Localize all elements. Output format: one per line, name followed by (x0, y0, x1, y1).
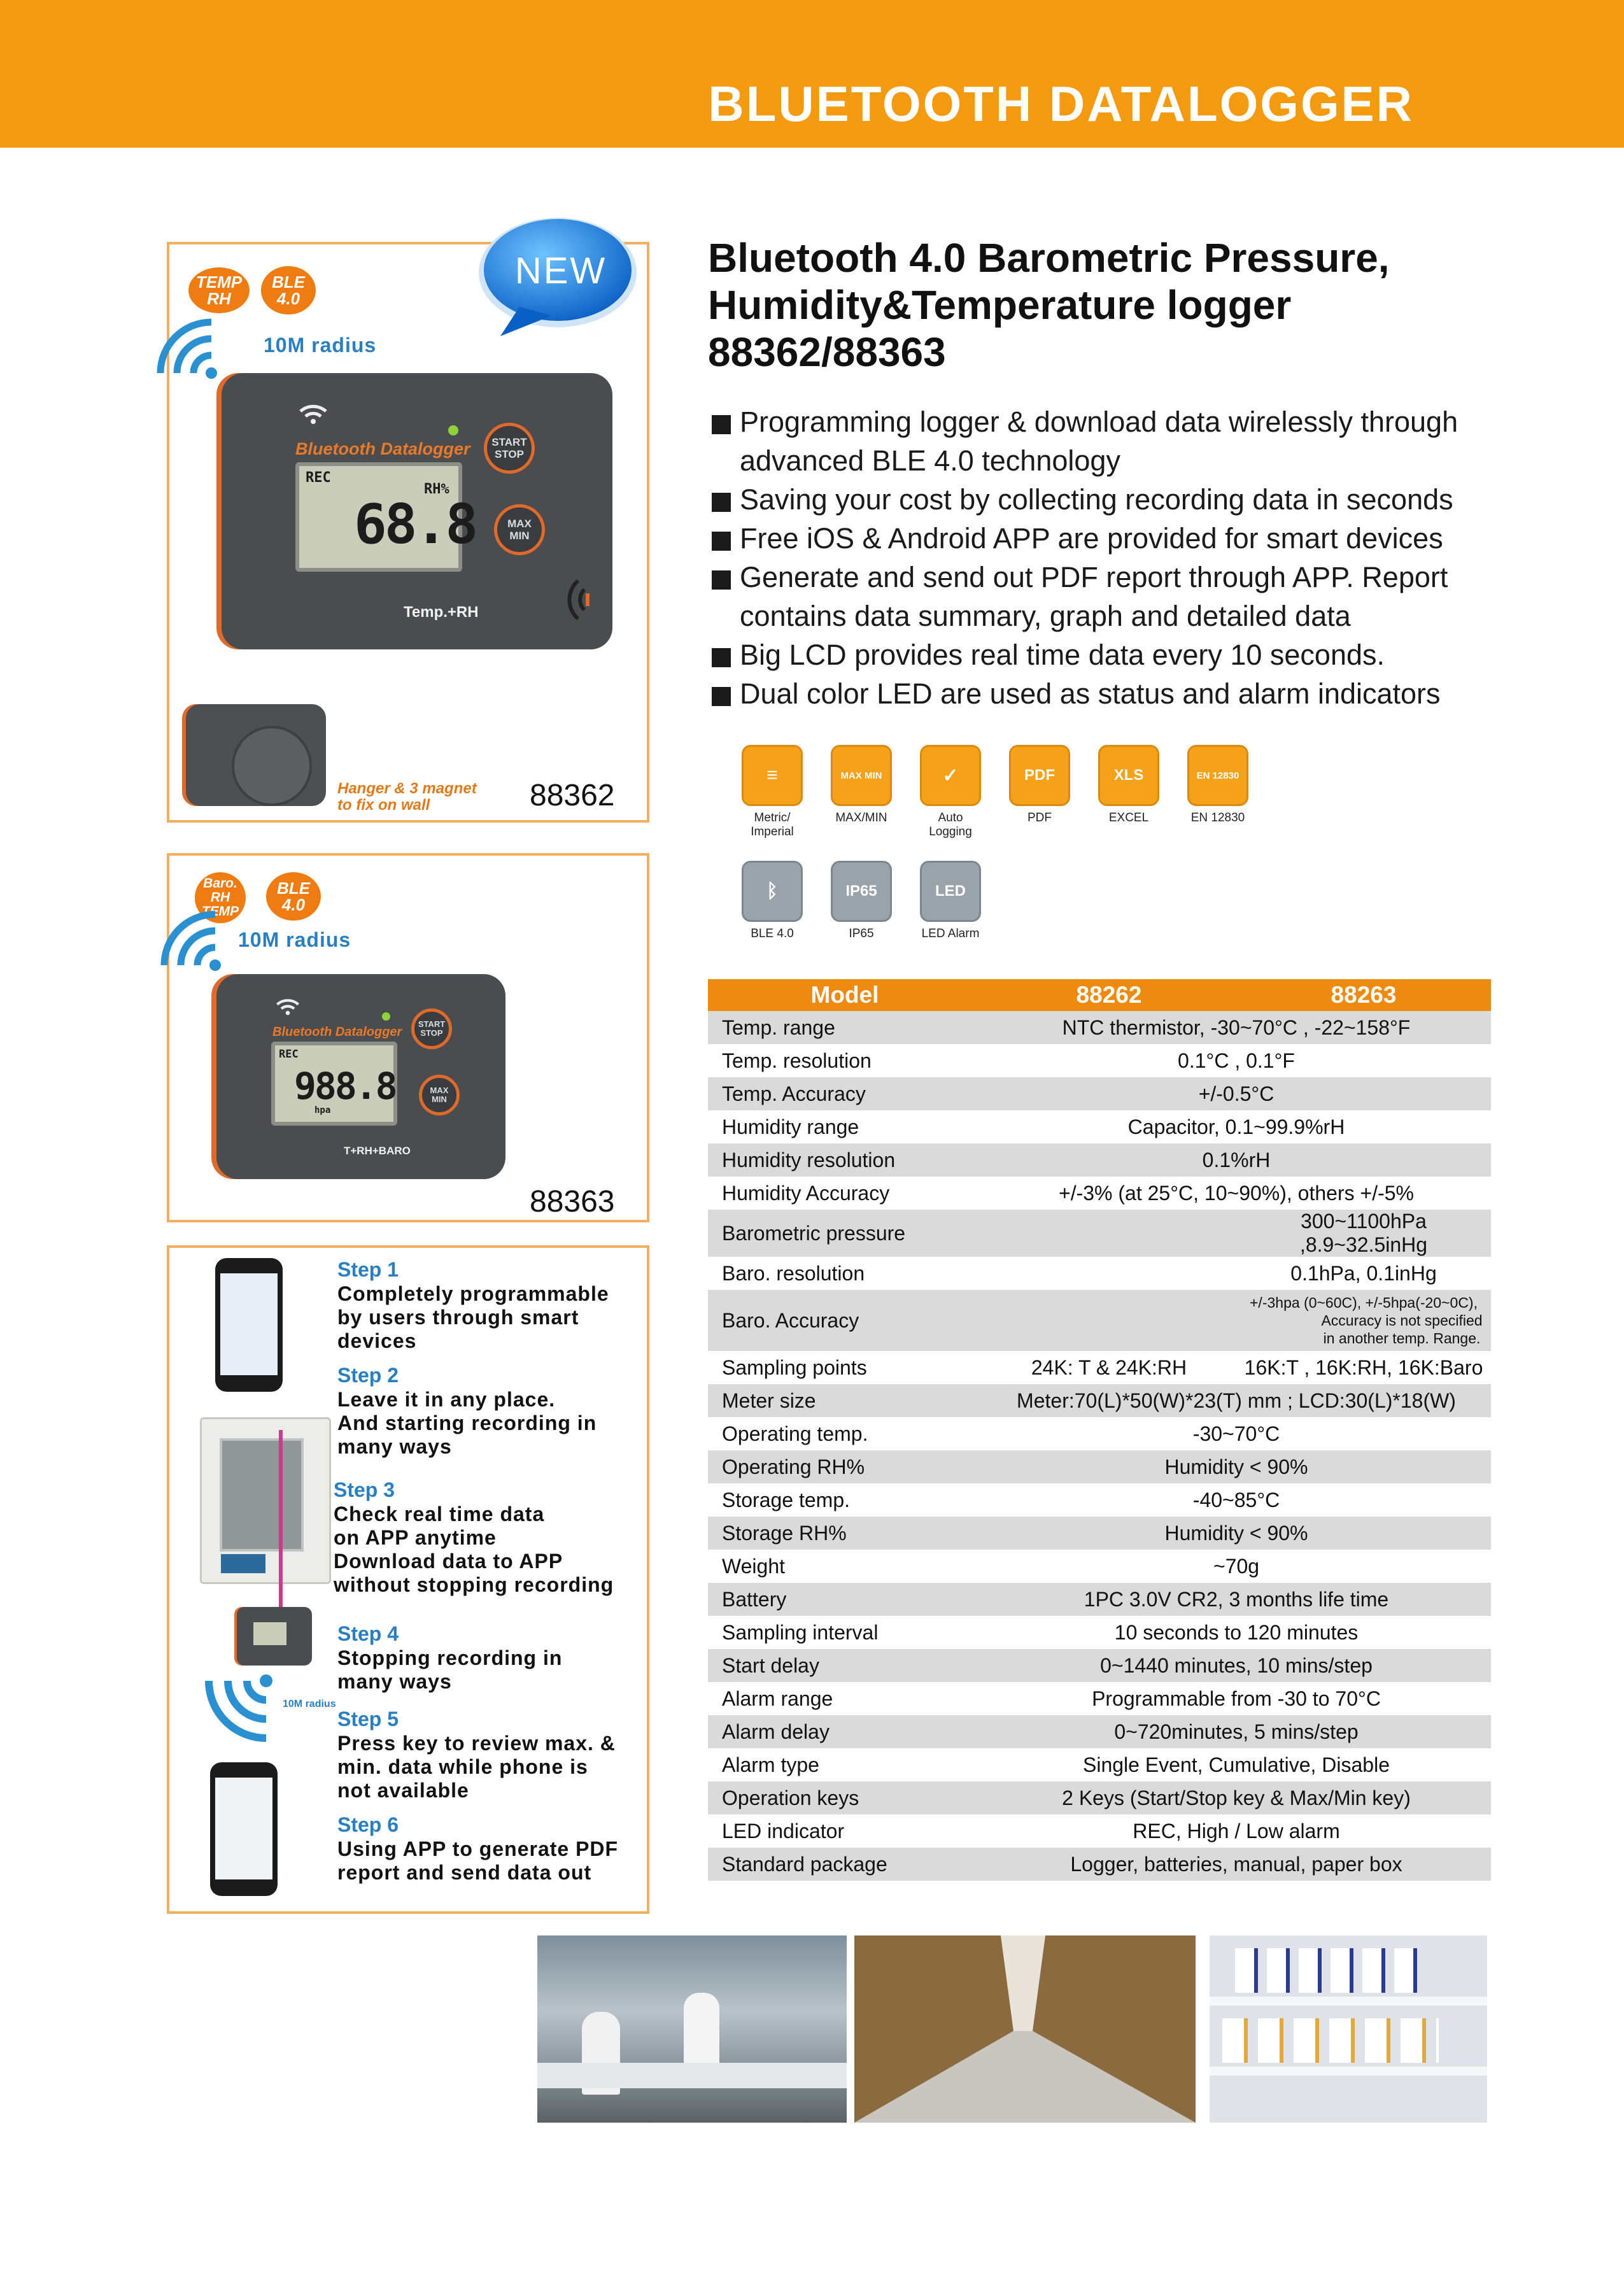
spec-value: ~70g (1213, 1554, 1260, 1578)
spec-value: NTC thermistor, -30~70°C , -22~158°F (982, 1011, 1491, 1044)
spec-label: Storage temp. (722, 1488, 850, 1511)
step-line: devices (337, 1329, 417, 1352)
spec-value-88262: 24K: T & 24K:RH (1031, 1355, 1187, 1379)
bullet-line: Big LCD provides real time data every 10 seconds. (740, 639, 1385, 671)
product-title: Bluetooth 4.0 Barometric Pressure, Humidity&Temperature logger 88362/88363 (708, 235, 1390, 375)
spec-value: Meter:70(L)*50(W)*23(T) mm ; LCD:30(L)*18(W) (982, 1384, 1491, 1417)
device-brand: Bluetooth Datalogger (295, 439, 470, 458)
bullet-line: Saving your cost by collecting recording data in seconds (740, 483, 1453, 516)
spec-label: Sampling interval (722, 1620, 879, 1644)
spec-label: Temp. range (708, 1011, 982, 1044)
step-line: not available (337, 1779, 469, 1802)
step-title: Step 4 (337, 1622, 399, 1645)
logger-back-image (186, 704, 326, 806)
bluetooth-icon: ᛒ (742, 861, 803, 922)
lcd-unit: RH% (424, 481, 449, 497)
step-line: many ways (337, 1670, 452, 1693)
bullet-line: contains data summary, graph and detailed data (740, 600, 1351, 632)
header-model: Model (708, 979, 982, 1011)
led-alarm-icon: LED (920, 861, 981, 922)
bullet-line: Dual color LED are used as status and alarm indicators (740, 677, 1441, 710)
range-label-2: 10M radius (238, 928, 351, 951)
spec-value: Humidity < 90% (982, 1450, 1491, 1483)
spec-row (708, 1384, 1491, 1417)
feature-excel (1094, 745, 1164, 825)
new-badge-text: NEW (514, 250, 607, 292)
spec-row (708, 1781, 1491, 1815)
spec-row (708, 1210, 1491, 1257)
step-line: Stopping recording in (337, 1646, 563, 1669)
step-line: Completely programmable (337, 1282, 609, 1305)
ip65-icon: IP65 (831, 861, 892, 922)
spec-row (708, 1483, 1491, 1517)
wireless-signal-icon-2 (152, 907, 228, 977)
spec-row (708, 1110, 1491, 1143)
pdf-icon: PDF (1009, 745, 1070, 806)
spec-label: Weight (722, 1554, 786, 1578)
ble-badge: BLE 4.0 (261, 266, 316, 315)
auto-logging-icon: ✓ (920, 745, 981, 806)
spec-label: Start delay (708, 1649, 982, 1682)
range-label-small: 10M radius (283, 1699, 336, 1709)
feature-label: EN 12830 (1190, 811, 1245, 824)
feature-label: Auto (938, 811, 963, 824)
start-stop-button[interactable]: START STOP (484, 423, 535, 474)
spec-label: LED indicator (722, 1819, 845, 1843)
wireless-signal-icon (148, 315, 224, 385)
step-line: Leave it in any place. (337, 1388, 556, 1411)
device-brand-2: Bluetooth Datalogger (272, 1025, 402, 1039)
step-title: Step 6 (337, 1813, 399, 1836)
spec-row (708, 1682, 1491, 1715)
model-number-88362: 88362 (530, 779, 615, 812)
step-line: on APP anytime (334, 1526, 497, 1549)
en12830-icon: EN 12830 (1187, 745, 1248, 806)
spec-row (708, 1257, 1491, 1290)
hanger-note: Hanger & 3 magnet to fix on wall (337, 780, 477, 814)
max-min-button-2[interactable]: MAX MIN (419, 1075, 460, 1115)
max-min-button[interactable]: MAX MIN (494, 504, 545, 555)
spec-label: Barometric pressure (708, 1210, 982, 1257)
model-number-88363: 88363 (530, 1185, 615, 1219)
spec-row (708, 1177, 1491, 1210)
lcd-unit-2: hpa (314, 1105, 331, 1115)
feature-ip65 (826, 861, 896, 941)
spec-label: Alarm delay (708, 1715, 982, 1748)
spec-value-88263: 16K:T , 16K:RH, 16K:Baro (1244, 1355, 1483, 1379)
spec-row (708, 1517, 1491, 1550)
header-88262: 88262 (982, 979, 1236, 1011)
feature-maxmin (826, 745, 896, 825)
spec-row (708, 1815, 1491, 1848)
spec-row (708, 1550, 1491, 1583)
step-line: min. data while phone is (337, 1755, 588, 1778)
spec-label: Alarm type (722, 1753, 819, 1776)
step-line: without stopping recording (334, 1573, 614, 1596)
spec-value: 0~1440 minutes, 10 mins/step (982, 1649, 1491, 1682)
spec-row (708, 1417, 1491, 1450)
step-description (337, 1837, 618, 1885)
feature-label: LED Alarm (921, 927, 980, 940)
feature-bullet (708, 402, 1586, 480)
step-title: Step 2 (337, 1364, 399, 1387)
smartphone-image-1 (215, 1258, 283, 1392)
range-label: 10M radius (264, 334, 377, 357)
spec-label: Sampling points (722, 1355, 867, 1379)
spec-row (708, 1011, 1491, 1044)
step-line: Press key to review max. & (337, 1732, 616, 1755)
feature-label: Logging (929, 825, 972, 838)
spec-value-88262 (982, 1257, 1236, 1290)
spec-label: Operation keys (708, 1781, 982, 1815)
lcd-reading: 68.8 (354, 493, 476, 556)
wifi-icon-2 (275, 997, 300, 1019)
connection-line (279, 1430, 283, 1615)
feature-auto-logging (915, 745, 985, 839)
spec-row (708, 1290, 1491, 1351)
feature-label: BLE 4.0 (751, 927, 794, 940)
spec-row (708, 1848, 1491, 1881)
bullet-line: Generate and send out PDF report through APP. Report (740, 561, 1448, 593)
step-description (337, 1282, 609, 1353)
step-description (337, 1388, 597, 1459)
bullet-line: Programming logger & download data wirelessly through (740, 406, 1458, 438)
spec-label: Humidity Accuracy (722, 1181, 890, 1205)
spec-value: 0.1%rH (982, 1143, 1491, 1177)
spec-value: 10 seconds to 120 minutes (1114, 1620, 1359, 1644)
baro-rh-temp-badge: Baro. RH TEMP (195, 872, 246, 923)
spec-value: 0~720minutes, 5 mins/step (982, 1715, 1491, 1748)
spec-row (708, 1748, 1491, 1781)
spec-value-88263: +/-3hpa (0~60C), +/-5hpa(-20~0C), Accuracy is not specified in another temp. Range. (1236, 1290, 1491, 1351)
feature-bullet (708, 519, 1586, 558)
step-line: Using APP to generate PDF (337, 1837, 619, 1860)
spec-row (708, 1351, 1491, 1384)
magnet-cover (232, 726, 312, 806)
spec-label: Temp. Accuracy (708, 1077, 982, 1110)
wireless-signal-icon-3 (187, 1668, 283, 1751)
spec-value: 0.1°C , 0.1°F (1178, 1049, 1295, 1072)
device-signal-icon (553, 574, 591, 628)
ble-badge-2: BLE 4.0 (266, 872, 321, 921)
feature-label: Imperial (751, 825, 794, 838)
spec-label: Operating RH% (708, 1450, 982, 1483)
header-88263: 88263 (1236, 979, 1491, 1011)
feature-bullet (708, 558, 1586, 635)
spec-value: REC, High / Low alarm (1133, 1819, 1340, 1843)
spec-value: -40~85°C (1192, 1488, 1280, 1511)
spec-header-row (708, 979, 1491, 1011)
lcd-display-2 (271, 1042, 397, 1126)
step-line: Download data to APP (334, 1550, 563, 1573)
laboratory-photo (537, 1935, 847, 2123)
spec-label: Meter size (708, 1384, 982, 1417)
device-model-label-2: T+RH+BARO (344, 1145, 411, 1157)
step-line: by users through smart (337, 1306, 579, 1329)
smartphone-image-2 (210, 1762, 278, 1896)
spec-row (708, 1077, 1491, 1110)
spec-label: Storage RH% (708, 1517, 982, 1550)
spec-value: Logger, batteries, manual, paper box (982, 1848, 1491, 1881)
spec-row (708, 1715, 1491, 1748)
spec-label: Standard package (708, 1848, 982, 1881)
spec-value-88263: 0.1hPa, 0.1inHg (1290, 1261, 1437, 1285)
spec-label: Alarm range (722, 1687, 833, 1710)
spec-label: Baro. resolution (722, 1261, 865, 1285)
spec-label: Baro. Accuracy (708, 1290, 982, 1351)
feature-bluetooth (737, 861, 807, 941)
maxmin-icon: MAX MIN (831, 745, 892, 806)
bullet-line: Free iOS & Android APP are provided for smart devices (740, 522, 1443, 555)
bullet-line: advanced BLE 4.0 technology (740, 444, 1120, 477)
spec-row (708, 1450, 1491, 1483)
spec-value: 1PC 3.0V CR2, 3 months life time (982, 1583, 1491, 1616)
spec-value: +/-3% (at 25°C, 10~90%), others +/-5% (1059, 1181, 1414, 1205)
spec-value: Humidity < 90% (982, 1517, 1491, 1550)
environment-chamber-image (200, 1417, 331, 1584)
status-led (448, 425, 458, 435)
spec-value: +/-0.5°C (982, 1077, 1491, 1110)
excel-icon: XLS (1098, 745, 1159, 806)
feature-label: PDF (1027, 811, 1052, 824)
step-line: And starting recording in (337, 1411, 597, 1434)
new-badge (475, 211, 651, 339)
spec-label: Operating temp. (722, 1422, 868, 1445)
step-title: Step 3 (334, 1478, 395, 1501)
spec-table (708, 979, 1491, 1881)
feature-en12830 (1183, 745, 1253, 825)
step-title: Step 1 (337, 1258, 399, 1281)
step-line: many ways (337, 1435, 452, 1458)
spec-row (708, 1583, 1491, 1616)
header-banner (0, 0, 1624, 148)
rec-indicator: REC (306, 470, 331, 486)
spec-row (708, 1649, 1491, 1682)
spec-row (708, 1044, 1491, 1077)
banner-title: BLUETOOTH DATALOGGER (708, 76, 1414, 132)
warehouse-photo (854, 1935, 1196, 2123)
pharmacy-shelf-photo (1210, 1935, 1487, 2123)
feature-led-alarm (915, 861, 985, 941)
rec-indicator-2: REC (279, 1048, 299, 1061)
status-led-2 (382, 1012, 390, 1021)
spec-value: -30~70°C (1192, 1422, 1280, 1445)
feature-pdf (1005, 745, 1075, 825)
logger-small-image (237, 1607, 312, 1666)
feature-label: Metric/ (754, 811, 791, 824)
step-line: report and send data out (337, 1861, 592, 1884)
feature-bullet (708, 480, 1586, 519)
spec-row (708, 1616, 1491, 1649)
lcd-reading-2: 988.8 (294, 1065, 396, 1108)
spec-value: Programmable from -30 to 70°C (1092, 1687, 1381, 1710)
spec-value: 2 Keys (Start/Stop key & Max/Min key) (982, 1781, 1491, 1815)
spec-label: Humidity resolution (708, 1143, 982, 1177)
start-stop-button-2[interactable]: START STOP (411, 1008, 452, 1049)
logger-88362-image (222, 373, 612, 649)
temp-rh-badge: TEMP RH (188, 267, 250, 313)
spec-value-88262 (982, 1290, 1236, 1351)
lcd-display (295, 462, 476, 572)
logger-88363-image (216, 974, 505, 1179)
spec-label: Temp. resolution (722, 1049, 872, 1072)
feature-bullet (708, 635, 1586, 674)
wifi-icon (298, 402, 328, 428)
spec-value-88262 (982, 1210, 1236, 1257)
feature-label: IP65 (849, 927, 874, 940)
device-model-label: Temp.+RH (404, 604, 479, 621)
step-description (334, 1503, 614, 1597)
step-description (337, 1732, 616, 1802)
feature-bullets (708, 402, 1586, 713)
feature-label: MAX/MIN (835, 811, 887, 824)
spec-label: Battery (708, 1583, 982, 1616)
step-title: Step 5 (337, 1708, 399, 1730)
spec-row (708, 1143, 1491, 1177)
spec-label: Humidity range (722, 1115, 859, 1138)
spec-value: Capacitor, 0.1~99.9%rH (1127, 1115, 1345, 1138)
step-line: Check real time data (334, 1503, 545, 1525)
feature-label: EXCEL (1108, 811, 1149, 824)
feature-bullet (708, 674, 1586, 713)
spec-value-88263: 300~1100hPa ,8.9~32.5inHg (1236, 1210, 1491, 1257)
spec-value: Single Event, Cumulative, Disable (1082, 1753, 1390, 1776)
step-description (337, 1646, 562, 1694)
ruler-icon: ≡ (742, 745, 803, 806)
feature-ruler (737, 745, 807, 839)
